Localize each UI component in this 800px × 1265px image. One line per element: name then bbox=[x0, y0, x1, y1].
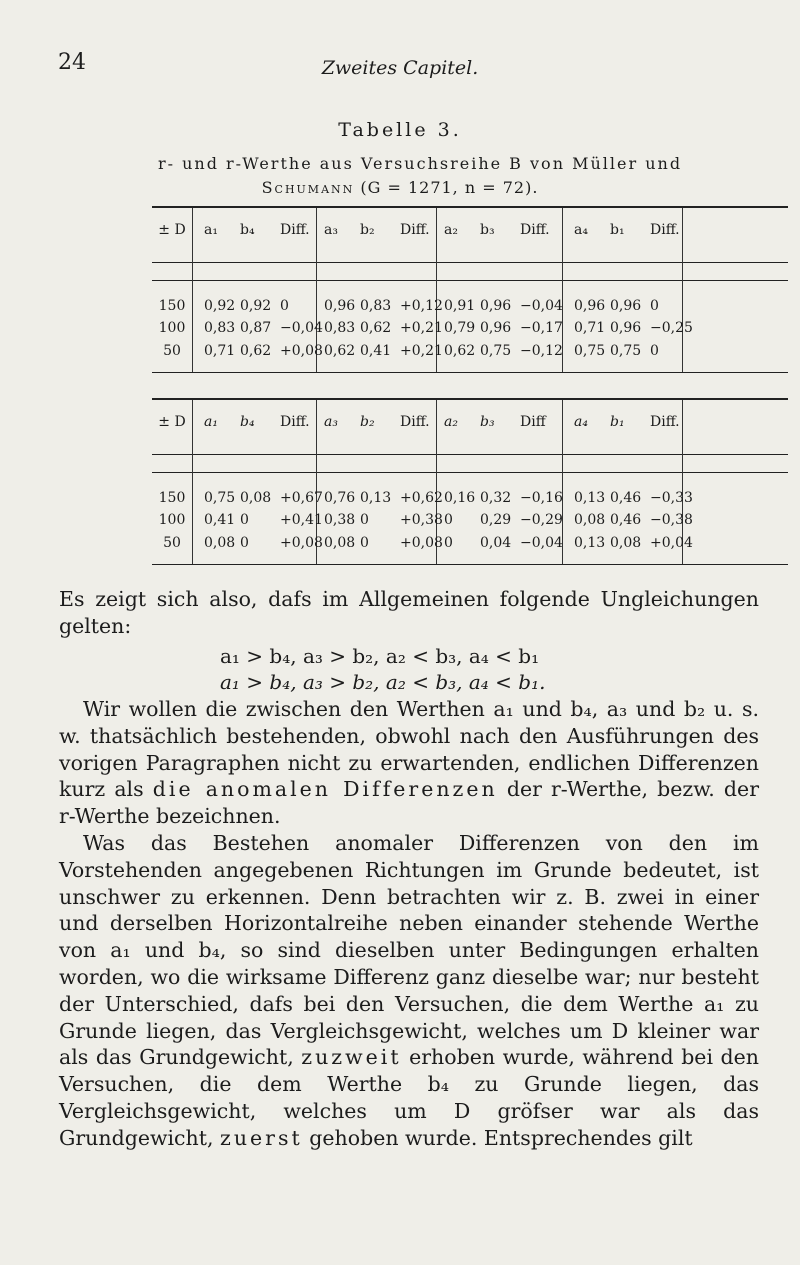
table-cell: 0,83 bbox=[360, 298, 392, 314]
table-cell: +0,67 bbox=[280, 490, 323, 506]
inequality-line-1: a₁ > b₄, a₃ > b₂, a₂ < b₃, a₄ < b₁ bbox=[220, 644, 540, 668]
table-cell: 0,46 bbox=[610, 490, 642, 506]
table-title: Tabelle 3. bbox=[338, 119, 462, 141]
table-cell: 0,13 bbox=[574, 535, 606, 551]
table-header-cell: Diff. bbox=[520, 222, 550, 238]
table-cell: 0,41 bbox=[360, 343, 392, 359]
table-cell: 0 bbox=[650, 298, 659, 314]
table-header-cell: a₂ bbox=[444, 222, 458, 238]
table-cell: 0,08 bbox=[574, 512, 606, 528]
table-header-cell: b₂ bbox=[360, 414, 375, 430]
para3-text-c: gehoben wurde. Entsprechendes gilt bbox=[309, 1125, 693, 1150]
table-cell: 0,71 bbox=[574, 320, 606, 336]
table-cell: −0,04 bbox=[520, 298, 563, 314]
table-cell: 0,46 bbox=[610, 512, 642, 528]
table-cell: 0,62 bbox=[360, 320, 392, 336]
column-divider bbox=[192, 400, 193, 564]
table-cell: 100 bbox=[158, 320, 186, 336]
table-cell: +0,12 bbox=[400, 298, 443, 314]
table-header-cell: b₄ bbox=[240, 414, 255, 430]
table-cell: 0,96 bbox=[480, 320, 512, 336]
table-rule bbox=[152, 472, 788, 473]
table-header-cell: Diff. bbox=[650, 222, 680, 238]
table-cell: 0,83 bbox=[324, 320, 356, 336]
table-cell: 0,41 bbox=[204, 512, 236, 528]
table-cell: 0,83 bbox=[204, 320, 236, 336]
paragraph-intro bbox=[59, 586, 759, 640]
table-cell: 0,96 bbox=[480, 298, 512, 314]
table-header-cell: b₃ bbox=[480, 414, 495, 430]
table-cell: 0 bbox=[240, 535, 249, 551]
table-header-cell: a₃ bbox=[324, 222, 338, 238]
subtitle-params: (G = 1271, n = 72). bbox=[360, 178, 539, 197]
table-cell: 0,92 bbox=[204, 298, 236, 314]
table-header-cell: ± D bbox=[158, 222, 186, 238]
table-cell: −0,04 bbox=[280, 320, 323, 336]
table-cell: 0,71 bbox=[204, 343, 236, 359]
table-cell: 0 bbox=[360, 512, 369, 528]
table-cell: 0,96 bbox=[324, 298, 356, 314]
table-cell: −0,38 bbox=[650, 512, 693, 528]
table-cell: +0,41 bbox=[280, 512, 323, 528]
table-header-cell: ± D bbox=[158, 414, 186, 430]
table-cell: 0,29 bbox=[480, 512, 512, 528]
table-cell: 0,92 bbox=[240, 298, 272, 314]
table-cell: −0,17 bbox=[520, 320, 563, 336]
table-header-cell: Diff. bbox=[280, 222, 310, 238]
table-cell: 0,32 bbox=[480, 490, 512, 506]
table-cell: 0,75 bbox=[204, 490, 236, 506]
table-cell: 0,08 bbox=[204, 535, 236, 551]
table-cell: +0,08 bbox=[400, 535, 443, 551]
table-cell: 0,62 bbox=[444, 343, 476, 359]
table-cell: −0,29 bbox=[520, 512, 563, 528]
table-cell: 0,75 bbox=[610, 343, 642, 359]
table-cell: 0,38 bbox=[324, 512, 356, 528]
table-cell: −0,33 bbox=[650, 490, 693, 506]
table-header-cell: a₁ bbox=[204, 222, 218, 238]
table-cell: +0,04 bbox=[650, 535, 693, 551]
para3-emphasis-1: zuzweit bbox=[301, 1045, 402, 1070]
table-cell: 150 bbox=[158, 298, 186, 314]
table-cell: 0,79 bbox=[444, 320, 476, 336]
table-cell: 0 bbox=[240, 512, 249, 528]
para3-emphasis-2: zuerst bbox=[220, 1125, 303, 1150]
data-table-2 bbox=[152, 398, 788, 568]
table-cell: −0,25 bbox=[650, 320, 693, 336]
table-subtitle-line2 bbox=[0, 178, 800, 197]
table-cell: 0,91 bbox=[444, 298, 476, 314]
table-cell: 0 bbox=[280, 298, 289, 314]
table-cell: −0,04 bbox=[520, 535, 563, 551]
table-cell: −0,12 bbox=[520, 343, 563, 359]
table-header-cell: Diff. bbox=[650, 414, 680, 430]
table-cell: 0,96 bbox=[610, 320, 642, 336]
table-header-cell: b₂ bbox=[360, 222, 375, 238]
table-header-cell: b₁ bbox=[610, 414, 625, 430]
table-header-cell: a₄ bbox=[574, 414, 588, 430]
table-cell: 0,75 bbox=[480, 343, 512, 359]
para2-text-a: Wir wollen die zwischen den Werthen a₁ und b₄, a₃ und b₂ u. s. w. thatsächlich bestehenden, obwohl nach den Ausführungen des vorigen Paragraphen nicht zu erwartenden, endlichen Differenzen kurz als bbox=[59, 697, 759, 802]
table-cell: 150 bbox=[158, 490, 186, 506]
table-cell: 0 bbox=[650, 343, 659, 359]
para2-text-b: der r-Werthe, bezw. der r-Werthe bezeichnen. bbox=[59, 777, 759, 829]
inequality-line-2: a₁ > b₄, a₃ > b₂, a₂ < b₃, a₄ < b₁. bbox=[220, 670, 546, 694]
para3-text-b: erhoben wurde, während bei den Versuchen, die dem Werthe b₄ zu Grunde liegen, das Vergleichsgewicht, welches um D gröfser war als das Grundgewicht, bbox=[59, 1045, 759, 1150]
table-cell: 0,87 bbox=[240, 320, 272, 336]
table-cell: 50 bbox=[163, 535, 181, 551]
table-rule bbox=[152, 454, 788, 455]
table-rule bbox=[152, 372, 788, 373]
table-cell: 100 bbox=[158, 512, 186, 528]
paragraph-main bbox=[59, 696, 759, 1152]
table-cell: 0,13 bbox=[360, 490, 392, 506]
table-header-cell: a₃ bbox=[324, 414, 338, 430]
table-cell: +0,21 bbox=[400, 343, 443, 359]
table-cell: +0,62 bbox=[400, 490, 443, 506]
table-cell: 0,16 bbox=[444, 490, 476, 506]
table-rule bbox=[152, 262, 788, 263]
table-cell: 0,76 bbox=[324, 490, 356, 506]
paragraph-3 bbox=[59, 830, 759, 1152]
para3-text-a: Was das Bestehen anomaler Differenzen von den im Vorstehenden angegebenen Richtungen im Grunde bedeutet, ist unschwer zu erkennen. Denn betrachten wir z. B. zwei in einer und derselben Horizontalreihe neben einander stehende Werthe von a₁ und b₄, so sind dieselben unter Bedingungen erhalten worden, wo die wirksame Differenz ganz dieselbe war; nur besteht der Unterschied, dafs bei den Versuchen, die dem Werthe a₁ zu Grunde liegen, das Vergleichsgewicht, welches um D kleiner war als das Grundgewicht, bbox=[59, 830, 759, 1070]
table-cell: 0,08 bbox=[240, 490, 272, 506]
table-header-cell: a₁ bbox=[204, 414, 218, 430]
table-rule bbox=[152, 398, 788, 400]
table-header-cell: b₄ bbox=[240, 222, 255, 238]
table-cell: 0,04 bbox=[480, 535, 512, 551]
table-cell: 0 bbox=[360, 535, 369, 551]
table-cell: +0,08 bbox=[280, 343, 323, 359]
table-cell: 0,96 bbox=[610, 298, 642, 314]
running-head: Zweites Capitel. bbox=[321, 57, 479, 79]
table-header-cell: Diff. bbox=[400, 414, 430, 430]
table-cell: 0,08 bbox=[610, 535, 642, 551]
paragraph-2 bbox=[59, 696, 759, 830]
table-cell: +0,08 bbox=[280, 535, 323, 551]
table-cell: +0,38 bbox=[400, 512, 443, 528]
table-rule bbox=[152, 206, 788, 208]
table-cell: 0 bbox=[444, 512, 453, 528]
table-cell: 0,08 bbox=[324, 535, 356, 551]
table-cell: −0,16 bbox=[520, 490, 563, 506]
table-cell: 0 bbox=[444, 535, 453, 551]
table-cell: 0,62 bbox=[240, 343, 272, 359]
column-divider bbox=[682, 208, 683, 372]
table-cell: 0,62 bbox=[324, 343, 356, 359]
table-header-cell: Diff bbox=[520, 414, 546, 430]
para2-emphasis: die anomalen Differenzen bbox=[152, 777, 498, 802]
table-cell: 0,75 bbox=[574, 343, 606, 359]
table-rule bbox=[152, 280, 788, 281]
data-table-1 bbox=[152, 206, 788, 376]
table-cell: 0,13 bbox=[574, 490, 606, 506]
intro-text: Es zeigt sich also, dafs im Allgemeinen folgende Ungleichungen gelten: bbox=[59, 587, 759, 638]
table-header-cell: a₄ bbox=[574, 222, 588, 238]
table-header-cell: Diff. bbox=[400, 222, 430, 238]
author-name: Schumann bbox=[261, 178, 355, 197]
table-header-cell: Diff. bbox=[280, 414, 310, 430]
table-cell: 50 bbox=[163, 343, 181, 359]
table-subtitle-line1: r- und r-Werthe aus Versuchsreihe B von Müller und bbox=[157, 154, 683, 173]
table-cell: 0,96 bbox=[574, 298, 606, 314]
table-header-cell: b₃ bbox=[480, 222, 495, 238]
table-rule bbox=[152, 564, 788, 565]
page-number: 24 bbox=[58, 50, 86, 75]
table-header-cell: a₂ bbox=[444, 414, 458, 430]
table-cell: +0,21 bbox=[400, 320, 443, 336]
table-header-cell: b₁ bbox=[610, 222, 625, 238]
column-divider bbox=[192, 208, 193, 372]
